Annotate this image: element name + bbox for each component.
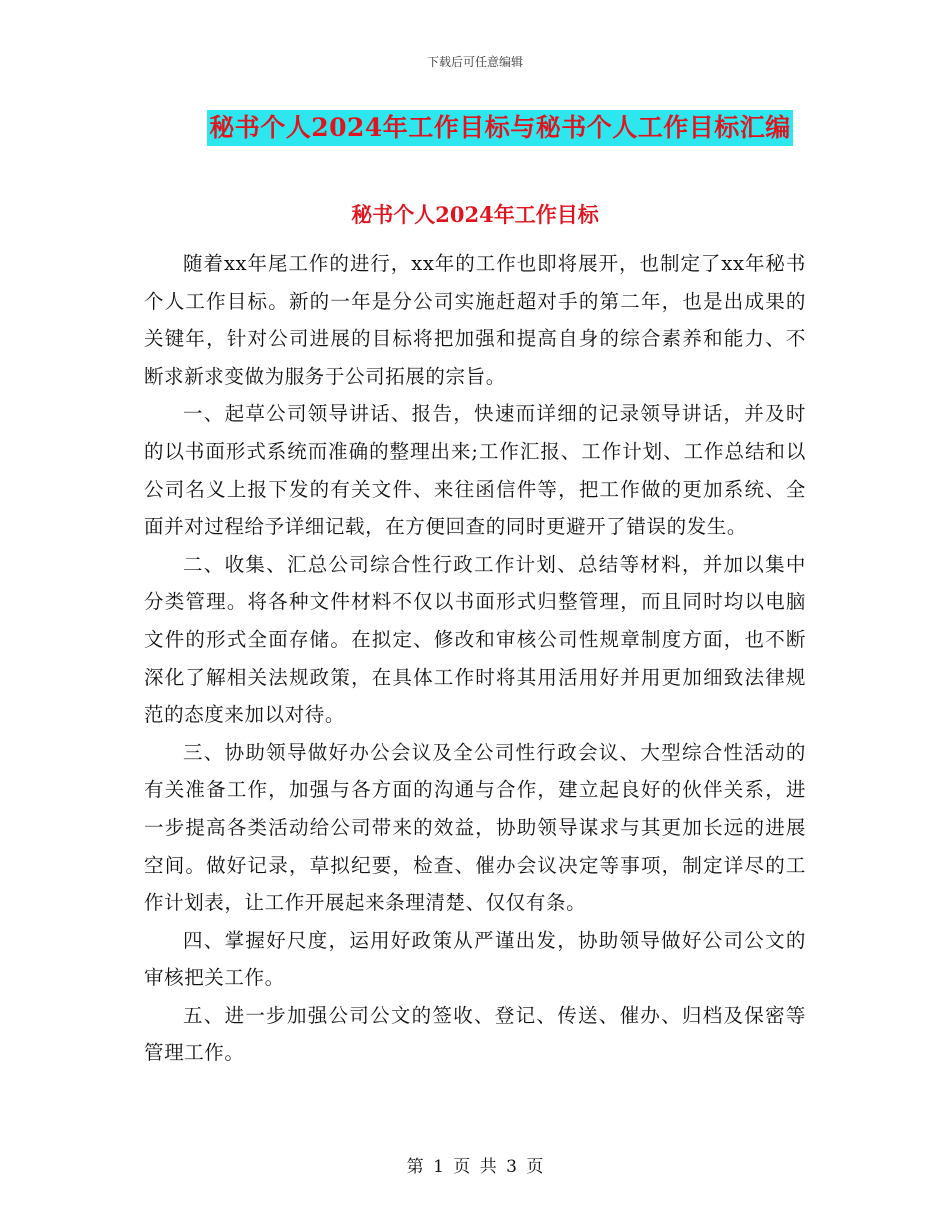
paragraph-item-1: 一、起草公司领导讲话、报告，快速而详细的记录领导讲话，并及时的以书面形式系统而准确的整理出来;工作汇报、工作计划、工作总结和以公司名义上报下发的有关文件、来往函信件等，把工作做的更加系统、全面并对过程给予详细记载，在方便回查的同时更避开了错误的发生。 xyxy=(144,402,806,539)
paragraph-item-2: 二、收集、汇总公司综合性行政工作计划、总结等材料，并加以集中分类管理。将各种文件材料不仅以书面形式归整管理，而且同时均以电脑文件的形式全面存储。在拟定、修改和审核公司性规章制度方面，也不断深化了解相关法规政策，在具体工作时将其用活用好并用更加细致法律规范的态度来加以对待。 xyxy=(144,552,806,727)
paragraph-item-5: 五、进一步加强公司公文的签收、登记、传送、催办、归档及保密等管理工作。 xyxy=(144,1003,806,1065)
page-footer-indicator: 第 1 页 共 3 页 xyxy=(406,1157,544,1177)
section-title: 秘书个人2024年工作目标 xyxy=(351,202,599,227)
document-body xyxy=(144,245,806,1072)
paragraph-intro: 随着xx年尾工作的进行，xx年的工作也即将展开，也制定了xx年秘书个人工作目标。新的一年是分公司实施赶超对手的第二年，也是出成果的关键年，针对公司进展的目标将把加强和提高自身的综合素养和能力、不断求新求变做为服务于公司拓展的宗旨。 xyxy=(144,252,806,388)
paragraph-item-3: 三、协助领导做好办公会议及全公司性行政会议、大型综合性活动的有关准备工作，加强与各方面的沟通与合作，建立起良好的伙伴关系，进一步提高各类活动给公司带来的效益，协助领导谋求与其更加长远的进展空间。做好记录，草拟纪要，检查、催办会议决定等事项，制定详尽的工作计划表，让工作开展起来条理清楚、仅仅有条。 xyxy=(144,740,806,915)
page-header-note: 下载后可任意编辑 xyxy=(426,55,523,69)
document-title-container xyxy=(0,110,950,146)
paragraph-item-4: 四、掌握好尺度，运用好政策从严谨出发，协助领导做好公司公文的审核把关工作。 xyxy=(144,928,806,990)
document-title: 秘书个人2024年工作目标与秘书个人工作目标汇编 xyxy=(207,110,793,146)
